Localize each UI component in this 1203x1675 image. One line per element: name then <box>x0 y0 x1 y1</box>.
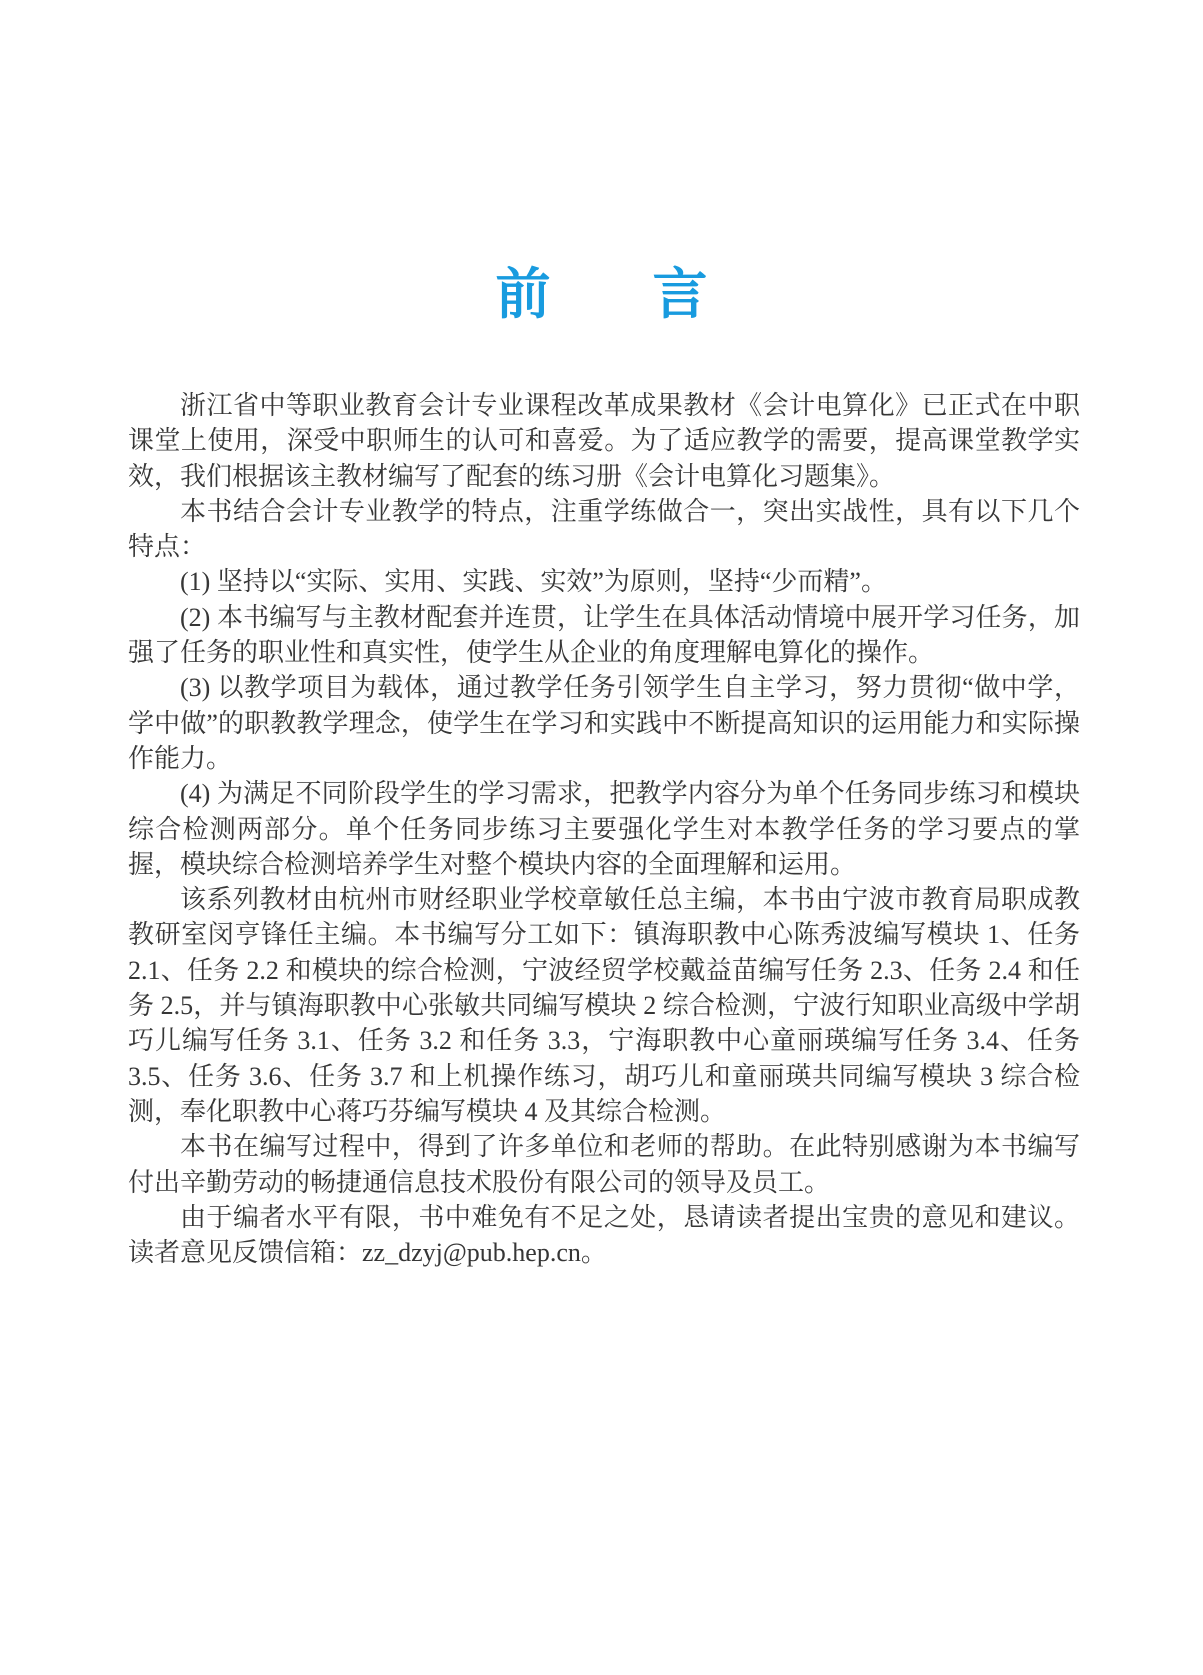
page-title-char-right: 言 <box>652 264 708 325</box>
preface-body <box>128 388 1080 1270</box>
paragraph-acknowledgement: 本书在编写过程中，得到了许多单位和老师的帮助。在此特别感谢为本书编写付出辛勤劳动的畅捷通信息技术股份有限公司的领导及员工。 <box>128 1132 1080 1197</box>
paragraph-feedback: 由于编者水平有限，书中难免有不足之处，恳请读者提出宝贵的意见和建议。读者意见反馈信箱：zz_dzyj@pub.hep.cn。 <box>128 1202 1080 1268</box>
paragraph-feature-4: (4) 为满足不同阶段学生的学习需求，把教学内容分为单个任务同步练习和模块综合检测两部分。单个任务同步练习主要强化学生对本教学任务的学习要点的掌握，模块综合检测培养学生对整个模块内容的全面理解和运用。 <box>128 779 1080 879</box>
paragraph-intro: 浙江省中等职业教育会计专业课程改革成果教材《会计电算化》已正式在中职课堂上使用，深受中职师生的认可和喜爱。为了适应教学的需要，提高课堂教学实效，我们根据该主教材编写了配套的练习册《会计电算化习题集》。 <box>128 391 1080 491</box>
page-title <box>0 259 1203 331</box>
paragraph-editors: 该系列教材由杭州市财经职业学校章敏任总主编，本书由宁波市教育局职成教教研室闵亨锋任主编。本书编写分工如下：镇海职教中心陈秀波编写模块 1、任务 2.1、任务 2.2 和模块的综合检测，宁波经贸学校戴益苗编写任务 2.3、任务 2.4 和任务 2.5，并与镇海职教中心张敏共同编写模块 2 综合检测，宁波行知职业高级中学胡巧儿编写任务 3.1、任务 3.2 和任务 3.3，宁海职教中心童丽瑛编写任务 3.4、任务 3.5、任务 3.6、任务 3.7 和上机操作练习，胡巧儿和童丽瑛共同编写模块 3 综合检测，奉化职教中心蒋巧芬编写模块 4 及其综合检测。 <box>128 885 1080 1126</box>
page-title-char-left: 前 <box>495 264 551 325</box>
paragraph-feature-3: (3) 以教学项目为载体，通过教学任务引领学生自主学习，努力贯彻“做中学，学中做”的职教教学理念，使学生在学习和实践中不断提高知识的运用能力和实际操作能力。 <box>128 673 1080 773</box>
paragraph-feature-1: (1) 坚持以“实际、实用、实践、实效”为原则，坚持“少而精”。 <box>180 567 887 597</box>
paragraph-feature-2: (2) 本书编写与主教材配套并连贯，让学生在具体活动情境中展开学习任务，加强了任务的职业性和真实性，使学生从企业的角度理解电算化的操作。 <box>128 602 1080 668</box>
paragraph-features-lead: 本书结合会计专业教学的特点，注重学练做合一，突出实战性，具有以下几个特点： <box>128 496 1080 562</box>
